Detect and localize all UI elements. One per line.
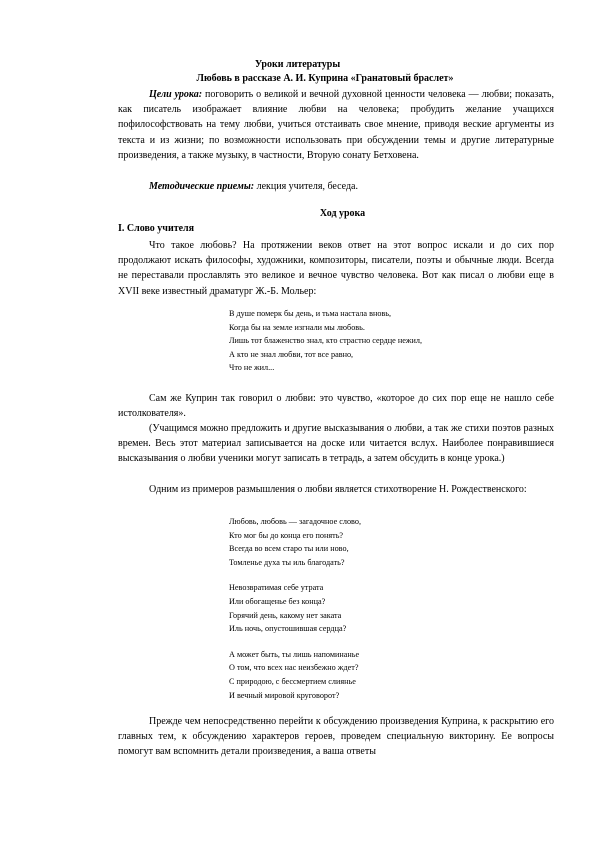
poem-line: Иль ночь, опустошившая сердца? bbox=[229, 624, 347, 634]
poem-line: Любовь, любовь — загадочное слово, bbox=[229, 517, 362, 526]
poem-stanza bbox=[229, 515, 361, 569]
lesson-goals bbox=[118, 87, 554, 163]
poem-line: Невозвратимая себе утрата bbox=[229, 583, 324, 593]
poem-line: И вечный мировой круговорот? bbox=[229, 690, 340, 700]
methods bbox=[118, 179, 554, 194]
poem-line: Или обогащенье без конца? bbox=[229, 596, 326, 606]
poem-stanza bbox=[229, 581, 361, 635]
poem-line: С природою, с бессмертием слиянье bbox=[229, 676, 356, 686]
methods-text: лекция учителя, беседа. bbox=[254, 181, 358, 192]
paragraph-kuprin-quote: Сам же Куприн так говорил о любви: это чувство, «которое до сих пор еще не нашло себе истолкователя». bbox=[118, 393, 554, 420]
poem-line: А может быть, ты лишь напоминанье bbox=[229, 649, 360, 659]
poem-line: Что не жил... bbox=[229, 363, 275, 373]
poem-line: О том, что всех нас неизбежно ждет? bbox=[229, 663, 359, 673]
poem-line: Когда бы на земле изгнали мы любовь. bbox=[229, 322, 365, 332]
methods-label: Методические приемы: bbox=[149, 181, 255, 192]
poem-line: Лишь тот блаженство знал, кто страстно сердце нежил, bbox=[229, 336, 423, 346]
paragraph-intro: Что такое любовь? На протяжении веков ответ на этот вопрос искали и до сих пор продолжают искать философы, художники, композиторы, писатели, поэты и обычные люди. Всегда не переставали прославлять это великое и вечное чувство человека. Вот как писал о любви еще в XVII веке известный драматург Ж.-Б. Мольер: bbox=[118, 240, 554, 297]
poem-line: Горячий день, какому нет заката bbox=[229, 610, 342, 620]
poem-moliere bbox=[229, 307, 422, 375]
course-heading: Ход урока bbox=[319, 208, 366, 219]
paragraph-example: Одним из примеров размышления о любви является стихотворение Н. Рождественского: bbox=[149, 484, 527, 495]
section-heading-teacher-word: I. Слово учителя bbox=[118, 223, 195, 234]
poem-stanza bbox=[229, 648, 361, 702]
lesson-topic: Любовь в рассказе А. И. Куприна «Гранатовый браслет» bbox=[196, 73, 454, 84]
document-title: Уроки литературы bbox=[254, 59, 341, 70]
paragraph-note: (Учащимся можно предложить и другие высказывания о любви, а так же стихи поэтов разных времен. Весь этот материал записывается на доске или читается вслух. Наиболее понравившиеся высказывания о любви ученики могут записать в тетрадь, а затем обсудить в конце урока.) bbox=[118, 423, 554, 465]
poem-rozhdestvensky bbox=[229, 515, 361, 702]
paragraph-quiz: Прежде чем непосредственно перейти к обсуждению произведения Куприна, к раскрытию его главных тем, к обсуждению характеров героев, проведем специальную викторину. Ее вопросы помогут вам вспомнить детали произведения, а ваша ответы bbox=[118, 716, 554, 758]
goals-label: Цели урока: bbox=[149, 89, 203, 100]
poem-line: В душе померк бы день, и тьма настала вновь, bbox=[229, 309, 392, 318]
poem-line: Всегда во всем старо ты или ново, bbox=[229, 544, 349, 554]
poem-line: А кто не знал любви, тот все равно, bbox=[229, 349, 354, 359]
poem-line: Кто мог бы до конца его понять? bbox=[229, 530, 344, 540]
goals-text: поговорить о великой и вечной духовной ценности человека — любви; показать, как писатель изображает влияние любви на человека; пробудить желание учащихся пофилософствовать на тему любви, учиться отстаивать свое мнение, приводя веские аргументы из текста и из жизни; по возможности использовать при обсуждении темы и другие литературные произведения, а также музыку, в частности, Вторую сонату Бетховена. bbox=[118, 89, 554, 161]
poem-line: Томленье духа ты иль благодать? bbox=[229, 557, 345, 567]
